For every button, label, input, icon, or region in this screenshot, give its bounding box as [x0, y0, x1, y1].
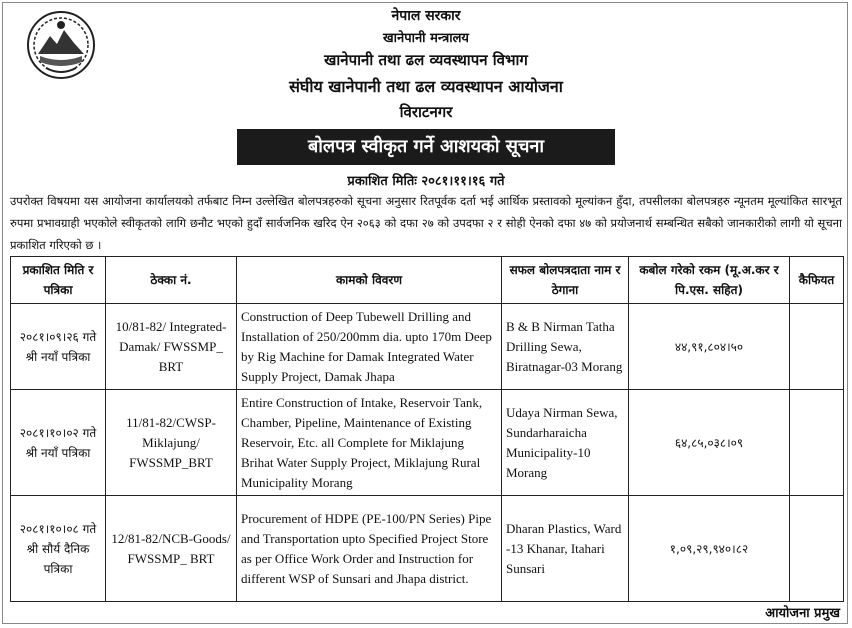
intro-paragraph: उपरोक्त विषयमा यस आयोजना कार्यालयको तर्फबाट निम्न उल्लेखित बोलपत्रहरुको सूचना अनुसार रितपूर्वक दर्ता भई आर्थिक प्रस्तावको मूल्यांकन हुँदा, तपसीलका बोलपत्रहरु न्यूनतम मूल्यांकित सारभूत रुपमा प्रभावग्राही भएकोले स्वीकृतको लागि छनौट भएको हुदाँ सार्वजनिक खरिद ऐन २०६३ को दफा २७ को उपदफा २ र सोही ऐनको दफा ४७ को प्रयोजनार्थ सम्बन्धित सबैको जानकारीको लागी यो सूचना प्रकाशित गरिएको छ ।	[10, 194, 842, 252]
bidder-cell: B & B Nirman Tatha Drilling Sewa, Biratnagar-03 Morang	[502, 304, 629, 390]
contract-no-cell: 11/81-82/CWSP-Miklajung/ FWSSMP_BRT	[106, 390, 237, 496]
description-cell: Entire Construction of Intake, Reservoir Tank, Chamber, Pipeline, Maintenance of Existing Reservoir, Etc. all Complete for Miklajung Brihat Water Supply Project, Miklajung Rural Municipality Morang	[237, 390, 502, 496]
amount-cell: ४४,९१,८०४।५०	[629, 304, 790, 390]
remarks-cell	[790, 496, 844, 602]
office-city: विराटनगर	[399, 103, 453, 121]
signoff-project-chief: आयोजना प्रमुख	[765, 606, 840, 621]
bidder-cell: Udaya Nirman Sewa, Sundarharaicha Municipality-10 Morang	[502, 390, 629, 496]
col-header-bidder: सफल बोलपत्रदाता नाम र ठेगाना	[502, 257, 629, 304]
contract-no-cell: 10/81-82/ Integrated-Damak/ FWSSMP_ BRT	[106, 304, 237, 390]
published-cell: २०८१।१०।०२ गते श्री नयाँ पत्रिका	[11, 390, 106, 496]
government-name: नेपाल सरकार	[391, 8, 461, 24]
project-name: संघीय खानेपानी तथा ढल व्यवस्थापन आयोजना	[289, 77, 563, 96]
description-cell: Procurement of HDPE (PE-100/PN Series) Pipe and Transportation upto Specified Project Store as per Office Work Order and Instruction for different WSP of Sunsari and Jhapa district.	[237, 496, 502, 602]
table-row	[11, 304, 844, 390]
published-date: प्रकाशित मितिः २०८१।११।१६ गते	[347, 174, 505, 189]
col-header-published: प्रकाशित मिति र पत्रिका	[11, 257, 106, 304]
published-cell: २०८१।०९।२६ गते श्री नयाँ पत्रिका	[11, 304, 106, 390]
notice-title-banner: बोलपत्र स्वीकृत गर्ने आशयको सूचना	[237, 129, 615, 165]
col-header-description: कामको विवरण	[237, 257, 502, 304]
remarks-cell	[790, 390, 844, 496]
bidder-cell: Dharan Plastics, Ward -13 Khanar, Itahari Sunsari	[502, 496, 629, 602]
table-row	[11, 496, 844, 602]
contract-no-cell: 12/81-82/NCB-Goods/ FWSSMP_ BRT	[106, 496, 237, 602]
col-header-remarks: कैफियत	[790, 257, 844, 304]
amount-cell: ६४,८५,०३८।०९	[629, 390, 790, 496]
ministry-name: खानेपानी मन्त्रालय	[383, 31, 469, 46]
amount-cell: १,०९,२९,९४०।८२	[629, 496, 790, 602]
col-header-amount: कबोल गरेको रकम (मू.अ.कर र पि.एस. सहित)	[629, 257, 790, 304]
department-name: खानेपानी तथा ढल व्यवस्थापन विभाग	[324, 51, 528, 69]
published-cell: २०८१।१०।०८ गते श्री सौर्य दैनिक पत्रिका	[11, 496, 106, 602]
col-header-contract-no: ठेक्का नं.	[106, 257, 237, 304]
table-row	[11, 390, 844, 496]
table-header-row	[11, 257, 844, 304]
remarks-cell	[790, 304, 844, 390]
awarded-bids-table	[10, 256, 844, 602]
description-cell: Construction of Deep Tubewell Drilling and Installation of 250/200mm dia. upto 170m Deep by Rig Machine for Damak Integrated Water Supply Project, Damak Jhapa	[237, 304, 502, 390]
